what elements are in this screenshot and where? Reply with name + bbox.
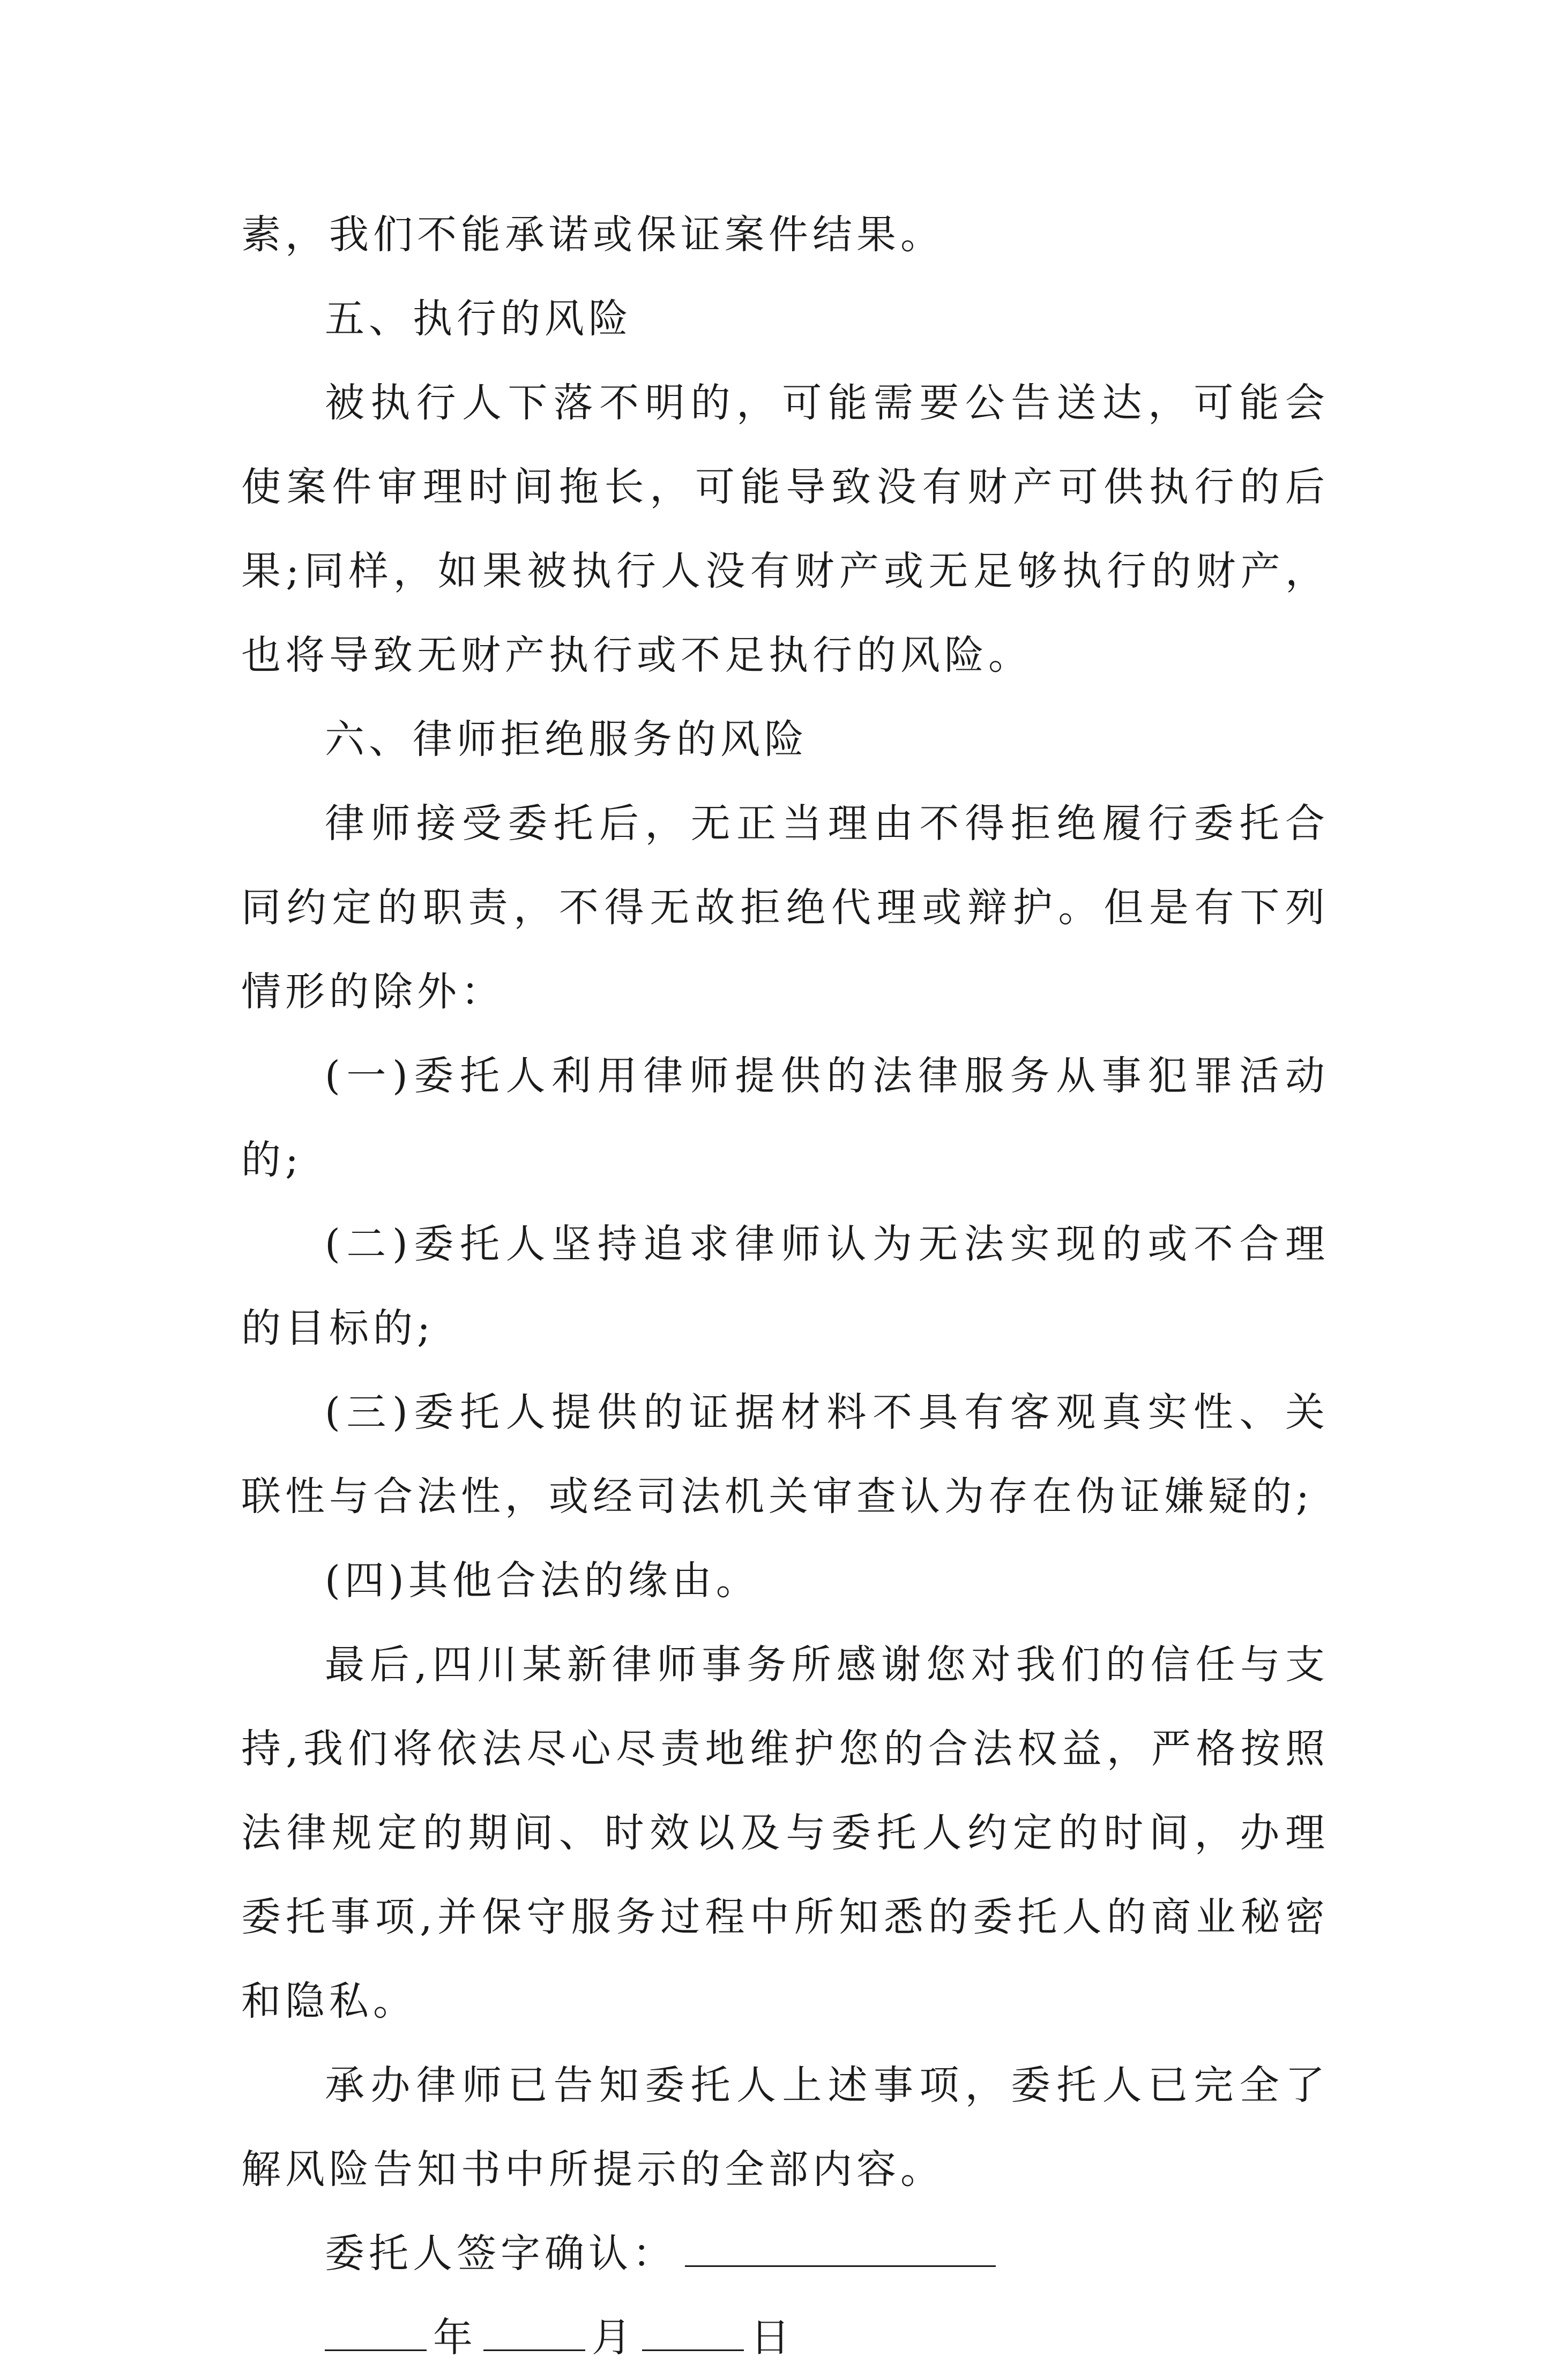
list-item: (四)其他合法的缘由。	[325, 1558, 760, 1604]
paragraph-lawyer-refusal: 律师接受委托后，无正当理由不得拒绝履行委托合同约定的职责，不得无故拒绝代理或辩护。但是有下列情形的除外：	[241, 800, 1329, 1015]
year-blank[interactable]	[325, 2312, 427, 2351]
signature-label: 委托人签字确认：	[325, 2231, 676, 2277]
paragraph-closing: 最后,四川某新律师事务所感谢您对我们的信任与支持,我们将依法尽心尽责地维护您的合法权益，严格按照法律规定的期间、时效以及与委托人约定的时间，办理委托事项,并保守服务过程中所知悉的委托人的商业秘密和隐私。	[241, 1642, 1329, 2024]
paragraph-execution-risk: 被执行人下落不明的，可能需要公告送达，可能会使案件审理时间拖长，可能导致没有财产可供执行的后果;同样，如果被执行人没有财产或无足够执行的财产，也将导致无财产执行或不足执行的风险。	[241, 380, 1329, 678]
list-item: (一)委托人利用律师提供的法律服务从事犯罪活动的;	[241, 1053, 1329, 1183]
date-year-label: 年	[433, 2315, 477, 2361]
signature-line	[241, 2212, 1329, 2296]
date-month-label: 月	[592, 2315, 636, 2361]
list-item: (二)委托人坚持追求律师认为无法实现的或不合理的目标的;	[241, 1221, 1329, 1351]
month-blank[interactable]	[483, 2312, 585, 2351]
paragraph-continuation: 素，我们不能承诺或保证案件结果。	[241, 212, 944, 258]
signature-blank[interactable]	[685, 2228, 996, 2267]
paragraph-confirmation: 承办律师已告知委托人上述事项，委托人已完全了解风险告知书中所提示的全部内容。	[241, 2062, 1329, 2192]
day-blank[interactable]	[642, 2312, 744, 2351]
list-item: (三)委托人提供的证据材料不具有客观真实性、关联性与合法性，或经司法机关审查认为存在伪证嫌疑的;	[241, 1389, 1329, 1520]
date-line	[241, 2296, 1329, 2380]
date-day-label: 日	[750, 2315, 794, 2361]
section-heading-execution-risk: 五、执行的风险	[325, 296, 632, 342]
document-body	[241, 193, 1329, 2380]
section-heading-lawyer-refusal-risk: 六、律师拒绝服务的风险	[325, 716, 808, 762]
